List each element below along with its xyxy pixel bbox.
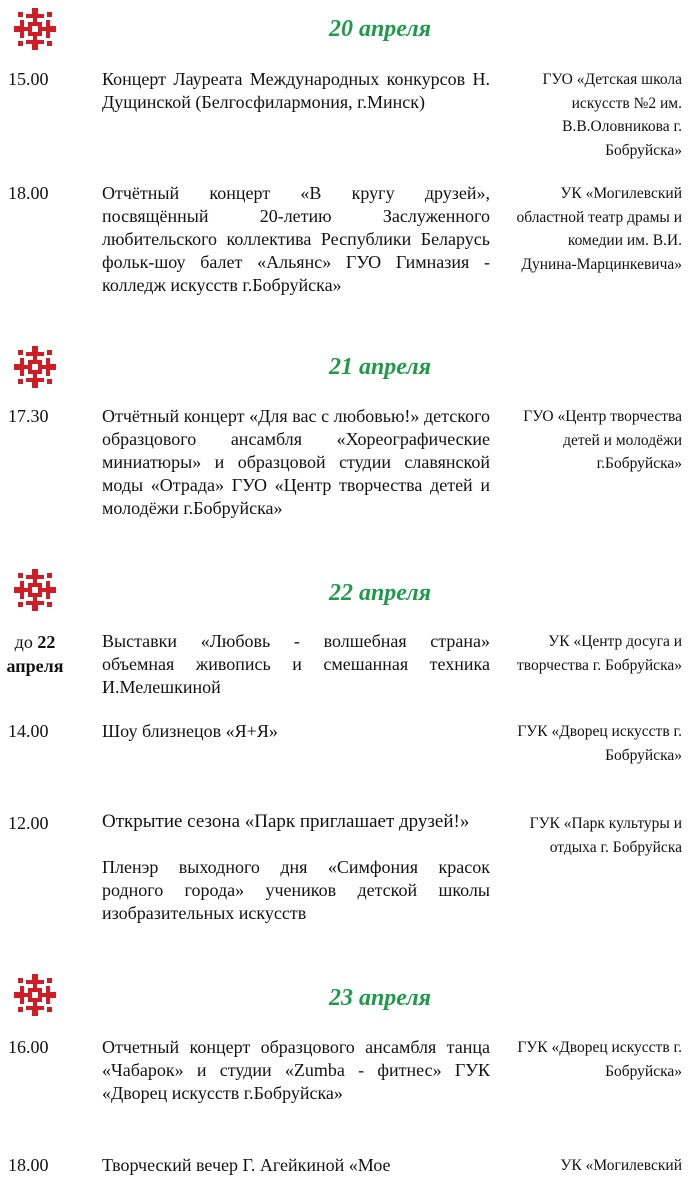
- event-venue: ГУК «Дворец искусств г. Бобруйска»: [517, 1039, 682, 1080]
- event-description: Творческий вечер Г. Агейкиной «Мое: [102, 1155, 391, 1175]
- event-venue: ГУК «Парк культуры и отдыха г. Бобруйска: [529, 815, 682, 856]
- event-time: 17.30: [8, 406, 49, 426]
- event-description: Концерт Лауреата Международных конкурсов Н. Дущинской (Белгосфилармония, г.Минск): [102, 69, 490, 112]
- event-description: Выставки «Любовь - волшебная страна» объемная живопись и смешанная техника И.Мелешкиной: [102, 631, 490, 697]
- event-description: Пленэр выходного дня «Симфония красок родного города» учеников детской школы изобразительных искусств: [102, 857, 490, 923]
- date-heading: 23 апреля: [328, 985, 432, 1011]
- ornament-icon: [12, 6, 58, 52]
- event-venue: ГУО «Детская школа искусств №2 им. В.В.Оловникова г. Бобруйска»: [542, 71, 682, 159]
- event-time: 18.00: [8, 183, 49, 203]
- ornament-icon: [12, 972, 58, 1018]
- date-heading: 22 апреля: [328, 580, 432, 606]
- ornament-icon: [12, 344, 58, 390]
- event-time: 12.00: [8, 813, 49, 833]
- event-venue: УК «Центр досуга и творчества г. Бобруйска»: [517, 633, 682, 674]
- event-description: Отчётный концерт «Для вас с любовью!» детского образцового ансамбля «Хореографические миниатюры» и образцовой студии славянской моды «Отрада» ГУО «Центр творчества детей и молодёжи г.Бобруйска»: [102, 406, 490, 518]
- date-heading: 21 апреля: [328, 354, 432, 380]
- event-venue: УК «Могилевский: [560, 1157, 682, 1174]
- event-until: [0, 630, 70, 678]
- event-venue: ГУК «Дворец искусств г. Бобруйска»: [517, 723, 682, 764]
- ornament-icon: [12, 567, 58, 613]
- event-description: Отчётный концерт «В кругу друзей», посвящённый 20-летию Заслуженного любительского коллектива Республики Беларусь фольк-шоу балет «Альянс» ГУО Гимназия - колледж искусств г.Бобруйска»: [102, 183, 490, 295]
- until-month: апреля: [6, 656, 64, 676]
- until-prefix: до: [14, 632, 33, 652]
- until-day: 22: [37, 632, 56, 652]
- event-time: 18.00: [8, 1155, 49, 1175]
- event-time: 16.00: [8, 1037, 49, 1057]
- event-time: 14.00: [8, 721, 49, 741]
- event-venue: УК «Могилевский областной театр драмы и комедии им. В.И. Дунина-Марцинкевича»: [516, 185, 682, 273]
- date-heading: 20 апреля: [328, 16, 432, 42]
- event-time: 15.00: [8, 69, 49, 89]
- event-description: Шоу близнецов «Я+Я»: [102, 721, 278, 741]
- event-title: Открытие сезона «Парк приглашает друзей!»: [102, 811, 470, 832]
- event-venue: ГУО «Центр творчества детей и молодёжи г.Бобруйска»: [523, 408, 682, 472]
- event-description: Отчетный концерт образцового ансамбля танца «Чабарок» и студии «Zumba - фитнес» ГУК «Дворец искусств г.Бобруйска»: [102, 1037, 490, 1103]
